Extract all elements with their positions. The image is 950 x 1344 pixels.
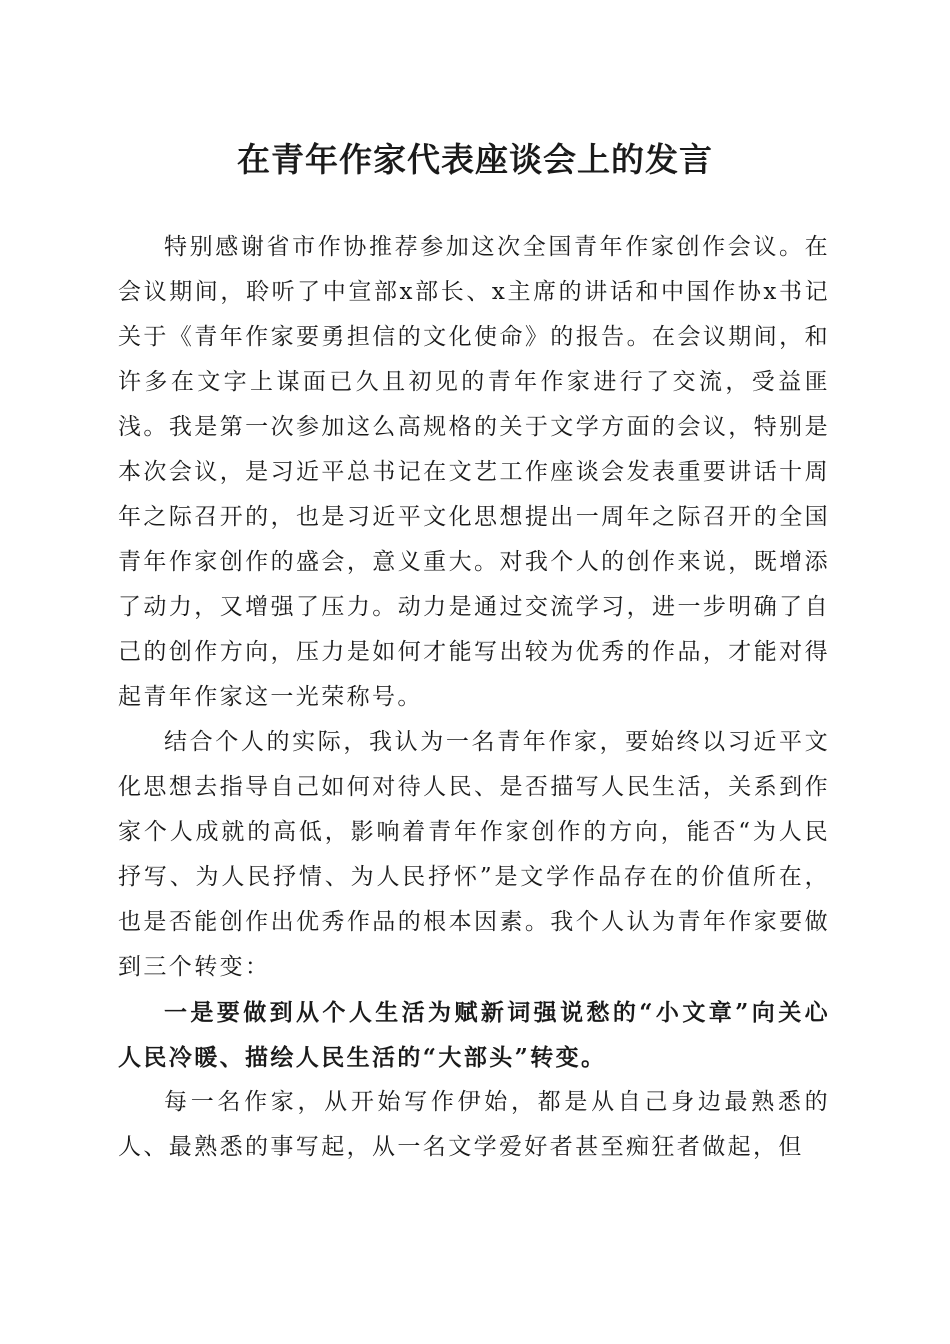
- document-body: [118, 225, 830, 1170]
- paragraph-heading-first-transformation: 一是要做到从个人生活为赋新词强说愁的“小文章”向关心人民冷暖、描绘人民生活的“大部头”转变。: [118, 999, 830, 1071]
- paragraph-intro: 特别感谢省市作协推荐参加这次全国青年作家创作会议。在会议期间，聆听了中宣部x部长、x主席的讲话和中国作协x书记关于《青年作家要勇担信的文化使命》的报告。在会议期间，和许多在文字上谋面已久且初见的青年作家进行了交流，受益匪浅。我是第一次参加这么高规格的关于文学方面的会议，特别是本次会议，是习近平总书记在文艺工作座谈会发表重要讲话十周年之际召开的，也是习近平文化思想提出一周年之际召开的全国青年作家创作的盛会，意义重大。对我个人的创作来说，既增添了动力，又增强了压力。动力是通过交流学习，进一步明确了自己的创作方向，压力是如何才能写出较为优秀的作品，才能对得起青年作家这一光荣称号。: [118, 234, 830, 710]
- paragraph-viewpoint: 结合个人的实际，我认为一名青年作家，要始终以习近平文化思想去指导自己如何对待人民、是否描写人民生活，关系到作家个人成就的高低，影响着青年作家创作的方向，能否“为人民抒写、为人民抒情、为人民抒怀”是文学作品存在的价值所在，也是否能创作出优秀作品的根本因素。我个人认为青年作家要做到三个转变：: [118, 729, 830, 980]
- document-title: 在青年作家代表座谈会上的发言: [237, 140, 713, 179]
- paragraph-continuation: 每一名作家，从开始写作伊始，都是从自己身边最熟悉的人、最熟悉的事写起，从一名文学爱好者甚至痴狂者做起，但: [118, 1089, 830, 1160]
